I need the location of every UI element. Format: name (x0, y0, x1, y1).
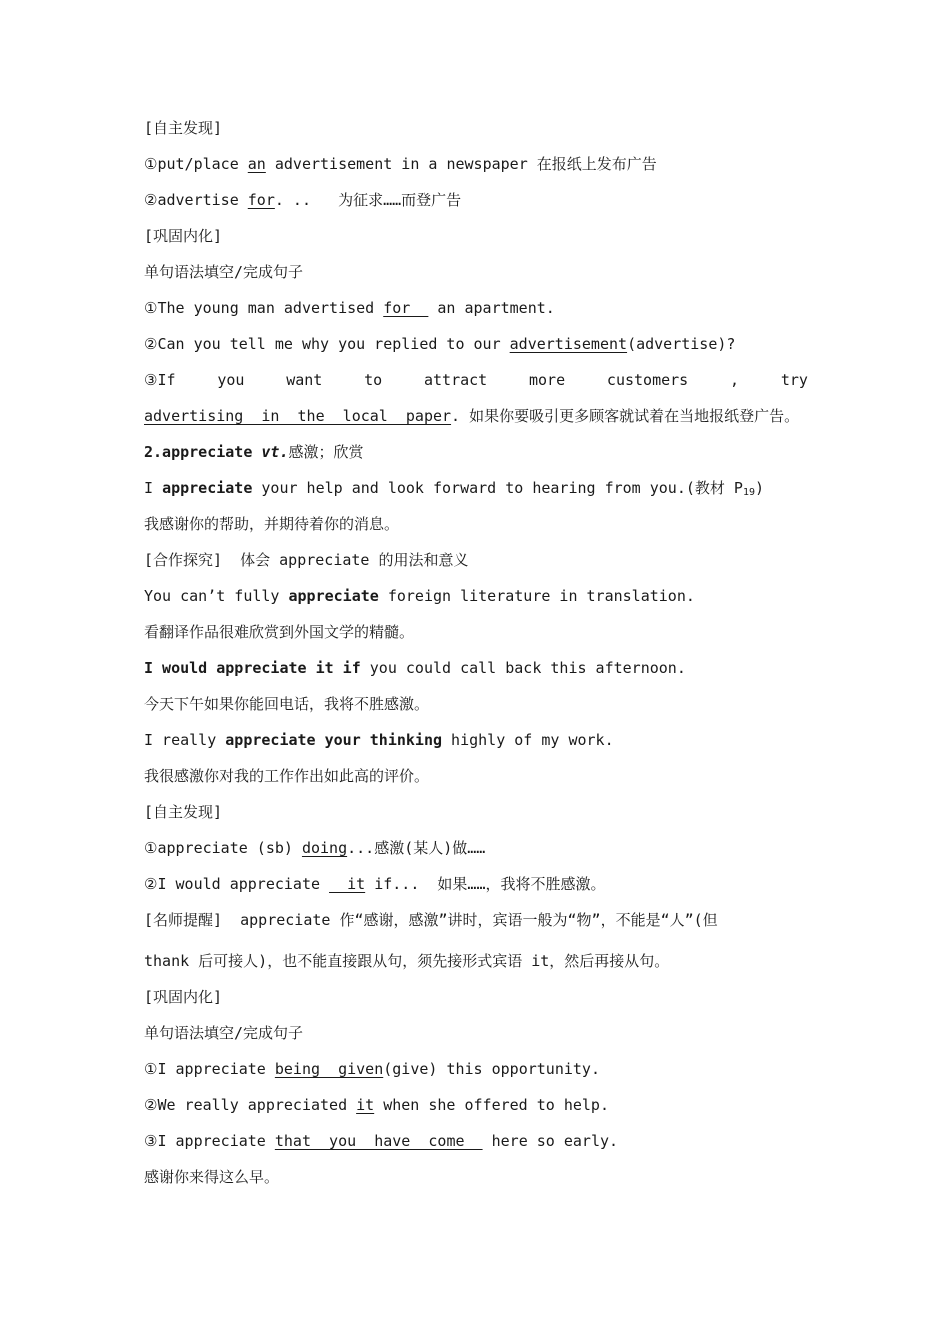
word: want (286, 371, 323, 389)
word: more (529, 371, 566, 389)
phrase-line-1: ①put/place an advertisement in a newspaper 在报纸上发布广告 (144, 155, 657, 173)
word: ③If (144, 371, 176, 389)
answer-blank: for (383, 299, 429, 317)
word: you (217, 371, 245, 389)
answer-blank: an (247, 155, 266, 173)
word: , (730, 371, 740, 389)
exercise-2: ②We really appreciated it when she offered to help. (144, 1096, 609, 1114)
answer-blank: it (356, 1096, 375, 1114)
document-page (144, 118, 808, 1203)
exercise-1: ①The young man advertised for an apartment. (144, 299, 555, 317)
exercise-3-justified (144, 370, 808, 390)
section-heading-explore: [合作探究] 体会 appreciate 的用法和意义 (144, 551, 469, 569)
exercise-3: ③I appreciate that you have come here so early. (144, 1132, 619, 1150)
example-sentence: I would appreciate it if you could call back this afternoon. (144, 659, 686, 677)
example-sentence: I appreciate your help and look forward to hearing from you.(教材 $P_{19}$) (144, 479, 765, 498)
word: attract (423, 371, 488, 389)
example-translation: 看翻译作品很难欣赏到外国文学的精髓。 (144, 623, 415, 641)
exercise-instruction: 单句语法填空/完成句子 (144, 1024, 304, 1042)
usage-line-1: ①appreciate (sb) doing...感激(某人)做…… (144, 839, 486, 857)
example-translation: 我很感激你对我的工作作出如此高的评价。 (144, 767, 430, 785)
exercise-2: ②Can you tell me why you replied to our advertisement(advertise)? (144, 335, 736, 353)
section-heading-consolidate: [巩固内化] (144, 988, 223, 1006)
exercise-3-translation: 感谢你来得这么早。 (144, 1168, 280, 1186)
exercise-1: ①I appreciate being given(give) this opportunity. (144, 1060, 600, 1078)
section-heading-consolidate: [巩固内化] (144, 227, 223, 245)
example-sentence: You can’t fully appreciate foreign literature in translation. (144, 587, 695, 605)
word: customers (606, 371, 689, 389)
exercise-instruction: 单句语法填空/完成句子 (144, 263, 304, 281)
example-translation: 今天下午如果你能回电话，我将不胜感激。 (144, 695, 430, 713)
answer-blank: for (247, 191, 275, 209)
example-sentence: I really appreciate your thinking highly of my work. (144, 731, 614, 749)
usage-line-2: ②I would appreciate it if... 如果……，我将不胜感激。 (144, 875, 606, 893)
teacher-tip-continued: thank 后可接人)，也不能直接跟从句，须先接形式宾语 it，然后再接从句。 (144, 952, 670, 970)
answer-blank: advertisement (509, 335, 628, 353)
section-heading-self-discovery: [自主发现] (144, 119, 223, 137)
exercise-3-continued: advertising in the local paper. 如果你要吸引更多顾客就试着在当地报纸登广告。 (144, 407, 800, 425)
vocab-heading-appreciate: 2.appreciate vt.感激；欣赏 (144, 443, 364, 461)
answer-blank: advertising in the local paper (144, 407, 452, 425)
word: try (780, 371, 808, 389)
teacher-tip: [名师提醒] appreciate 作“感谢，感激”讲时，宾语一般为“物”，不能是“人”(但 (144, 911, 718, 929)
word: to (364, 371, 383, 389)
example-translation: 我感谢你的帮助，并期待着你的消息。 (144, 515, 400, 533)
answer-blank: being given (274, 1060, 384, 1078)
section-heading-self-discovery: [自主发现] (144, 803, 223, 821)
answer-blank: it (329, 875, 366, 893)
answer-blank: that you have come (274, 1132, 483, 1150)
phrase-line-2: ②advertise for. .. 为征求……而登广告 (144, 191, 462, 209)
answer-blank: doing (301, 839, 348, 857)
